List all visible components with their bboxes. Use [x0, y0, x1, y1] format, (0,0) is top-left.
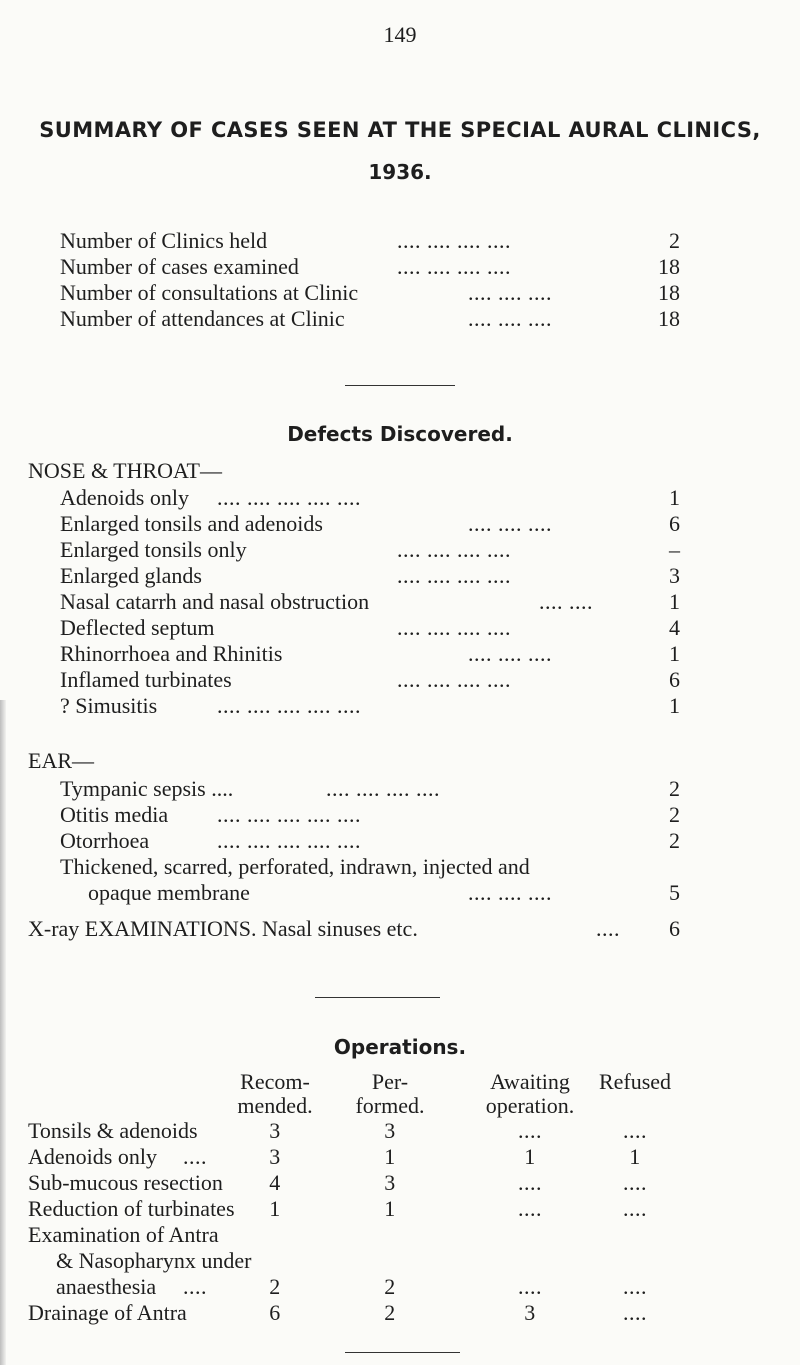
summary-row: [60, 280, 680, 306]
operation-awaiting-cell: 3: [524, 1300, 536, 1325]
col-header-performed: Per- formed.: [355, 1069, 425, 1118]
defect-row: [60, 589, 680, 615]
operation-recommended-cell: 2: [269, 1274, 281, 1299]
operation-row: [28, 1300, 708, 1326]
operation-performed-cell: 3: [384, 1118, 396, 1143]
defect-row: [60, 485, 680, 511]
defect-label: Rhinorrhoea and Rhinitis: [60, 641, 283, 666]
defect-value: 6: [669, 511, 680, 536]
leader-dots: .... .... ....: [468, 880, 552, 905]
col-header-awaiting: Awaiting operation.: [485, 1069, 575, 1118]
defect-row: [60, 615, 680, 641]
defect-value: 1: [669, 641, 680, 666]
operations-heading: Operations.: [333, 1035, 467, 1059]
operation-row: [28, 1196, 708, 1222]
defect-label: ? Simusitis: [60, 693, 158, 718]
defect-row: [60, 641, 680, 667]
leader-dots: .... .... .... ....: [397, 563, 511, 588]
leader-dots: .... .... ....: [468, 511, 552, 536]
operation-row: [28, 1222, 708, 1248]
leader-dots: .... .... .... ....: [397, 615, 511, 640]
divider-rule: [345, 385, 455, 386]
operation-performed-cell: 3: [384, 1170, 396, 1195]
defect-label: Enlarged tonsils and adenoids: [60, 511, 323, 536]
operation-performed-cell: 2: [384, 1300, 396, 1325]
page-number: 149: [383, 22, 417, 47]
leader-dots: .... .... ....: [468, 306, 552, 331]
operation-performed-cell: 1: [384, 1196, 396, 1221]
operation-label: Sub-mucous resection: [28, 1170, 223, 1195]
leader-dots: .... .... .... .... ....: [217, 828, 361, 853]
operation-performed-cell: 1: [384, 1144, 396, 1169]
operation-row: [28, 1144, 708, 1170]
leader-dots: .... .... .... ....: [397, 254, 511, 279]
nose-throat-heading: NOSE & THROAT—: [28, 458, 222, 483]
defect-row: [60, 563, 680, 589]
summary-label: Number of cases examined: [60, 254, 299, 279]
defect-label: Otitis media: [60, 802, 169, 827]
defect-label: Deflected septum: [60, 615, 215, 640]
operation-recommended-cell: 3: [269, 1118, 281, 1143]
defect-value: 2: [669, 776, 680, 801]
summary-row: [60, 254, 680, 280]
operation-recommended-cell: 3: [269, 1144, 281, 1169]
defect-value: 2: [669, 828, 680, 853]
defect-row: [60, 802, 680, 828]
defect-row: [60, 693, 680, 719]
divider-rule: [315, 997, 440, 998]
operation-row: [28, 1170, 708, 1196]
defect-row: [60, 828, 680, 854]
operation-row: [28, 1248, 708, 1274]
page-edge-shadow: [0, 700, 6, 1365]
defect-value: 3: [669, 563, 680, 588]
defect-value: 1: [669, 693, 680, 718]
divider-rule: [345, 1352, 460, 1353]
operation-refused-cell: ....: [623, 1300, 647, 1325]
leader-dots: .... .... .... .... ....: [217, 802, 361, 827]
operation-label: Adenoids only: [28, 1144, 157, 1169]
defect-value: 4: [669, 615, 680, 640]
col-header-recommended: Recom- mended.: [237, 1069, 313, 1118]
operation-awaiting-cell: ....: [518, 1170, 542, 1195]
defect-label: Otorrhoea: [60, 828, 150, 853]
col-header-refused: Refused: [598, 1069, 672, 1094]
operation-label: Tonsils & adenoids: [28, 1118, 198, 1143]
defect-value: 2: [669, 802, 680, 827]
leader-dots: .... .... .... ....: [397, 228, 511, 253]
defect-row: [60, 667, 680, 693]
leader-dots: .... .... ....: [468, 641, 552, 666]
defect-label: Inflamed turbinates: [60, 667, 232, 692]
leader-dots: .... .... .... ....: [326, 776, 440, 801]
operation-recommended-cell: 4: [269, 1170, 281, 1195]
summary-value: 18: [658, 280, 680, 305]
operation-label: anaesthesia: [56, 1274, 157, 1299]
leader-dots: ....: [596, 916, 620, 941]
leader-dots: ....: [183, 1144, 207, 1169]
operation-refused-cell: ....: [623, 1196, 647, 1221]
defect-value: –: [669, 537, 680, 562]
operation-label: Examination of Antra: [28, 1222, 219, 1247]
summary-value: 18: [658, 254, 680, 279]
defects-heading: Defects Discovered.: [287, 422, 513, 446]
defect-row: [60, 880, 680, 906]
summary-row: [60, 306, 680, 332]
operation-refused-cell: 1: [629, 1144, 641, 1169]
leader-dots: .... .... .... .... ....: [217, 693, 361, 718]
leader-dots: .... .... ....: [468, 280, 552, 305]
operation-row: [28, 1274, 708, 1300]
operation-awaiting-cell: ....: [518, 1196, 542, 1221]
ear-heading: EAR—: [28, 748, 94, 773]
defect-label: Enlarged glands: [60, 563, 202, 588]
defect-value: 6: [669, 667, 680, 692]
summary-row: [60, 228, 680, 254]
summary-label: Number of attendances at Clinic: [60, 306, 345, 331]
defect-row: [60, 537, 680, 563]
operation-row: [28, 1118, 708, 1144]
operation-refused-cell: ....: [623, 1118, 647, 1143]
defect-label: Tympanic sepsis ....: [60, 776, 234, 801]
xray-label: X-ray EXAMINATIONS. Nasal sinuses etc.: [28, 916, 418, 941]
summary-value: 2: [669, 228, 680, 253]
operation-label: Drainage of Antra: [28, 1300, 187, 1325]
operation-performed-cell: 2: [384, 1274, 396, 1299]
operation-label: & Nasopharynx under: [56, 1248, 252, 1273]
summary-label: Number of Clinics held: [60, 228, 268, 253]
xray-row: [28, 916, 680, 942]
membrane-label-line1: Thickened, scarred, perforated, indrawn, injected and: [60, 854, 530, 879]
summary-value: 18: [658, 306, 680, 331]
operation-recommended-cell: 6: [269, 1300, 281, 1325]
operation-label: Reduction of turbinates: [28, 1196, 235, 1221]
page-title-year: 1936.: [368, 160, 432, 184]
leader-dots: ....: [183, 1274, 207, 1299]
page-title: SUMMARY OF CASES SEEN AT THE SPECIAL AURAL CLINICS,: [39, 118, 761, 142]
defect-value: 5: [669, 880, 680, 905]
defect-row: [60, 776, 680, 802]
leader-dots: .... ....: [539, 589, 593, 614]
xray-value: 6: [669, 916, 680, 941]
defect-row: [60, 511, 680, 537]
operation-awaiting-cell: ....: [518, 1118, 542, 1143]
operation-awaiting-cell: ....: [518, 1274, 542, 1299]
operation-awaiting-cell: 1: [524, 1144, 536, 1169]
membrane-label-line2: opaque membrane: [88, 880, 250, 905]
leader-dots: .... .... .... .... ....: [217, 485, 361, 510]
leader-dots: .... .... .... ....: [397, 667, 511, 692]
operation-refused-cell: ....: [623, 1170, 647, 1195]
summary-label: Number of consultations at Clinic: [60, 280, 359, 305]
defect-label: Adenoids only: [60, 485, 189, 510]
operation-recommended-cell: 1: [269, 1196, 281, 1221]
defect-value: 1: [669, 485, 680, 510]
leader-dots: .... .... .... ....: [397, 537, 511, 562]
defect-value: 1: [669, 589, 680, 614]
defect-label: Nasal catarrh and nasal obstruction: [60, 589, 370, 614]
operation-refused-cell: ....: [623, 1274, 647, 1299]
defect-label: Enlarged tonsils only: [60, 537, 247, 562]
